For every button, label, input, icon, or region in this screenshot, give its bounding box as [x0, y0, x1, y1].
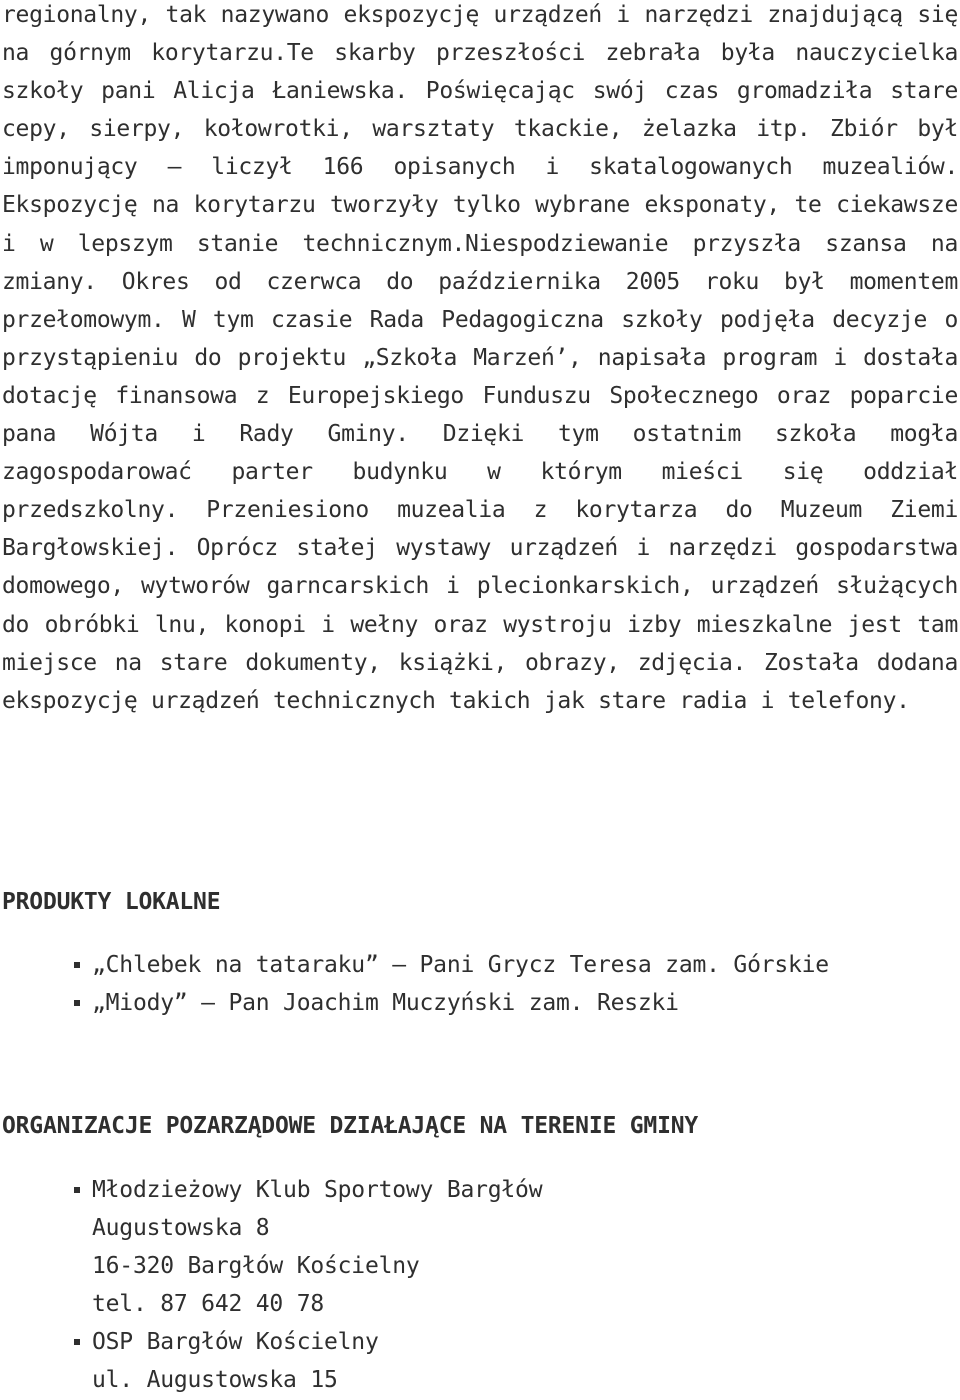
products-list — [0, 946, 829, 1022]
bullet-icon — [74, 962, 80, 968]
organization-phone: tel. 87 642 40 78 — [92, 1291, 325, 1318]
bullet-icon — [74, 1339, 80, 1345]
bullet-icon — [74, 1187, 80, 1193]
organizations-list — [0, 1171, 542, 1400]
list-item — [0, 984, 829, 1022]
products-heading: PRODUKTY LOKALNE — [2, 889, 221, 915]
article-paragraph: regionalny, tak nazywano ekspozycję urządzeń i narzędzi znajdującą się na górnym korytarzu.Te skarby przeszłości zebrała była nauczycielka szkoły pani Alicja Łaniewska. Poświęcając swój czas gromadziła stare cepy, sierpy, kołowrotki, warsztaty tkackie, żelazka itp. Zbiór był imponujący – liczył 166 opisanych i skatalogowanych muzealiów. Ekspozycję na korytarzu tworzyły tylko wybrane eksponaty, te ciekawsze i w lepszym stanie technicznym.Niespodziewanie przyszła szansa na zmiany. Okres od czerwca do października 2005 roku był momentem przełomowym. W tym czasie Rada Pedagogiczna szkoły podjęła decyzje o przystąpieniu do projektu „Szkoła Marzeń’, napisała program i dostała dotację finansowa z Europejskiego Funduszu Społecznego oraz poparcie pana Wójta i Rady Gminy. Dzięki tym ostatnim szkoła mogła zagospodarować parter budynku w którym mieści się oddział przedszkolny. Przeniesiono muzealia z korytarza do Muzeum Ziemi Bargłowskiej. Oprócz stałej wystawy urządzeń i narzędzi gospodarstwa domowego, wytworów garncarskich i plecionkarskich, urządzeń służących do obróbki lnu, konopi i wełny oraz wystroju izby mieszkalne jest tam miejsce na stare dokumenty, książki, obrazy, zdjęcia. Została dodana ekspozycję urządzeń technicznych takich jak stare radia i telefony. — [2, 2, 958, 714]
list-item — [0, 946, 829, 984]
organization-street: Augustowska 8 — [92, 1215, 270, 1242]
organization-street: ul. Augustowska 15 — [92, 1367, 338, 1394]
product-entry: „Miody” – Pan Joachim Muczyński zam. Reszki — [92, 990, 679, 1017]
list-item — [0, 1323, 542, 1399]
organizations-heading: ORGANIZACJE POZARZĄDOWE DZIAŁAJĄCE NA TERENIE GMINY — [2, 1113, 699, 1139]
bullet-icon — [74, 1000, 80, 1006]
organization-postal-city: 16-320 Bargłów Kościelny — [92, 1253, 420, 1280]
product-entry: „Chlebek na tataraku” – Pani Grycz Teresa zam. Górskie — [92, 952, 829, 978]
list-item — [0, 1171, 542, 1323]
organization-name: Młodzieżowy Klub Sportowy Bargłów — [92, 1177, 543, 1203]
organization-name: OSP Bargłów Kościelny — [92, 1329, 379, 1356]
